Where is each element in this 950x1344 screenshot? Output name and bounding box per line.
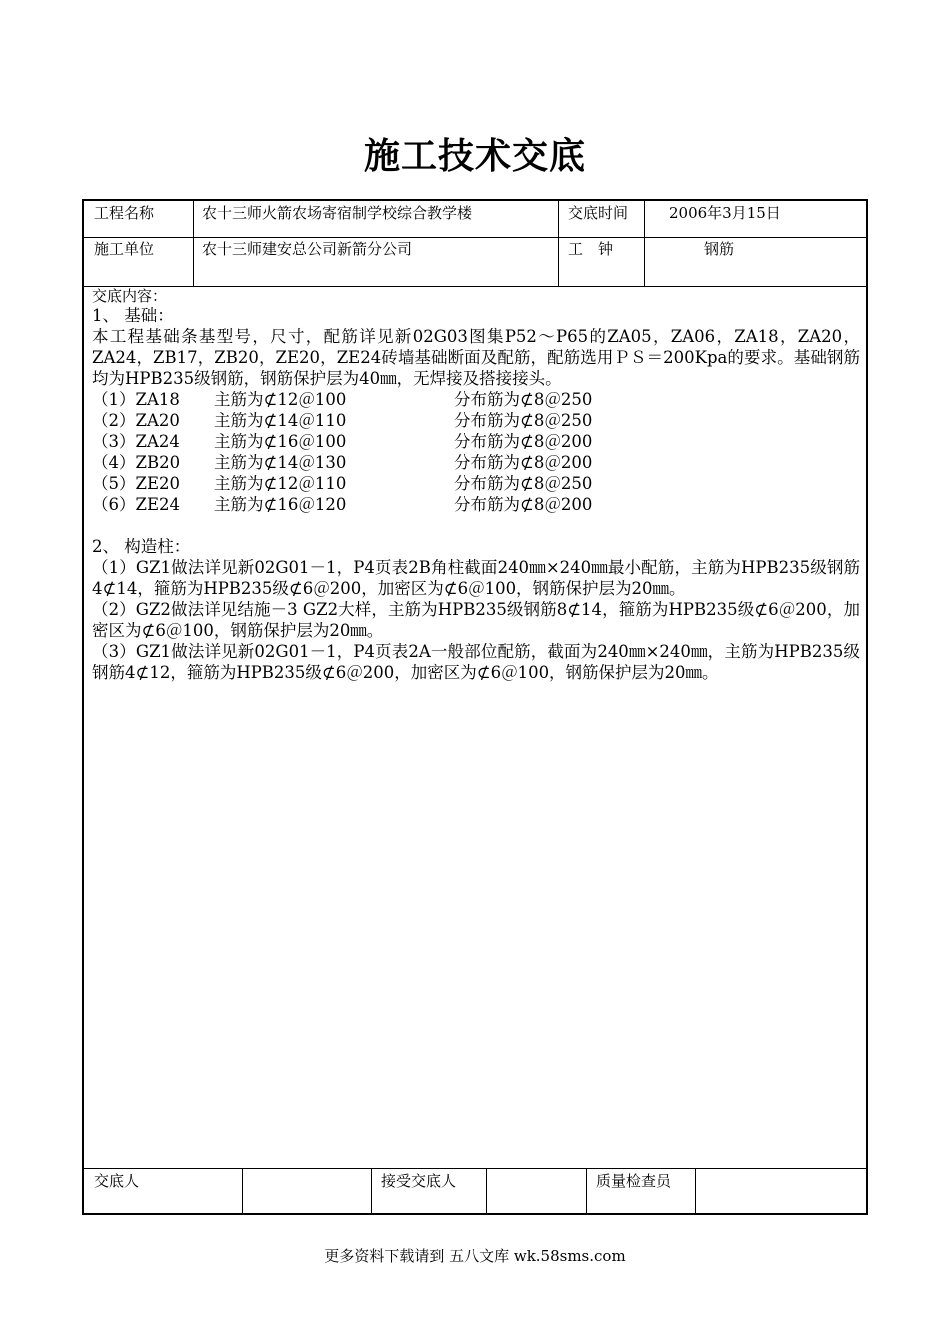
- disclosure-form: [82, 199, 868, 1215]
- date-label: 交底时间: [568, 204, 629, 222]
- date-value: 2006年3月15日: [669, 204, 781, 222]
- rebar-dist: 分布筋为⊄8＠200: [454, 432, 593, 451]
- rebar-id: （3）ZA24: [92, 432, 180, 451]
- col-divider: [242, 1168, 243, 1215]
- col-divider: [644, 201, 645, 286]
- column-item: （2）GZ2做法详见结施－3 GZ2大样，主筋为HPB235级钢筋8⊄14，箍筋为HPB235级⊄6＠200，加密区为⊄6＠100，钢筋保护层为20㎜。: [92, 600, 860, 640]
- rebar-main: 主筋为⊄16＠120: [214, 495, 347, 514]
- row-divider: [84, 1168, 866, 1169]
- col-divider: [558, 201, 559, 286]
- rebar-main: 主筋为⊄12＠110: [214, 474, 347, 493]
- footer-note: 更多资料下载请到 五八文库 wk.58sms.com: [324, 1247, 626, 1265]
- rebar-main: 主筋为⊄12＠100: [214, 390, 347, 409]
- rebar-id: （6）ZE24: [92, 495, 181, 514]
- trade-value: 钢筋: [704, 240, 735, 258]
- row-divider: [84, 237, 866, 238]
- col-divider: [193, 201, 194, 286]
- rebar-dist: 分布筋为⊄8＠250: [454, 474, 593, 493]
- discloser-label: 交底人: [94, 1172, 140, 1190]
- rebar-row: [92, 473, 860, 494]
- inspector-label: 质量检查员: [596, 1172, 672, 1190]
- rebar-main: 主筋为⊄16＠100: [214, 432, 347, 451]
- content-label: 交底内容：: [92, 287, 168, 305]
- section-foundation-title: 1、 基础：: [92, 306, 174, 325]
- column-item: （3）GZ1做法详见新02G01－1，P4页表2A一般部位配筋，截面为240㎜×240㎜，主筋为HPB235级钢筋4⊄12，箍筋为HPB235级⊄6＠200，加密区为⊄6＠100，钢筋保护层为20㎜。: [92, 642, 860, 682]
- rebar-main: 主筋为⊄14＠110: [214, 411, 347, 430]
- unit-value: 农十三师建安总公司新箭分公司: [202, 240, 413, 258]
- rebar-row: [92, 494, 860, 515]
- col-divider: [371, 1168, 372, 1215]
- rebar-dist: 分布筋为⊄8＠250: [454, 390, 593, 409]
- rebar-id: （2）ZA20: [92, 411, 180, 430]
- rebar-id: （4）ZB20: [92, 453, 181, 472]
- rebar-id: （5）ZE20: [92, 474, 181, 493]
- rebar-row: [92, 389, 860, 410]
- page-title: 施工技术交底: [363, 135, 586, 177]
- receiver-label: 接受交底人: [381, 1172, 457, 1190]
- rebar-row: [92, 452, 860, 473]
- col-divider: [586, 1168, 587, 1215]
- rebar-row: [92, 410, 860, 431]
- rebar-dist: 分布筋为⊄8＠200: [454, 453, 593, 472]
- rebar-main: 主筋为⊄14＠130: [214, 453, 347, 472]
- rebar-id: （1）ZA18: [92, 390, 180, 409]
- trade-label: 工 钟: [568, 240, 614, 258]
- rebar-row: [92, 431, 860, 452]
- project-value: 农十三师火箭农场寄宿制学校综合教学楼: [202, 204, 473, 222]
- column-item: （1）GZ1做法详见新02G01－1，P4页表2B角柱截面240㎜×240㎜最小配筋，主筋为HPB235级钢筋4⊄14，箍筋为HPB235级⊄6＠200，加密区为⊄6＠100，钢筋保护层为20㎜。: [92, 558, 860, 598]
- project-label: 工程名称: [94, 204, 155, 222]
- section-column-title: 2、 构造柱：: [92, 537, 191, 556]
- rebar-dist: 分布筋为⊄8＠200: [454, 495, 593, 514]
- foundation-paragraph: 本工程基础条基型号，尺寸，配筋详见新02G03图集P52～P65的ZA05，ZA06，ZA18，ZA20，ZA24，ZB17，ZB20，ZE20，ZE24砖墙基础断面及配筋，配筋选用ＰＳ＝200Kpa的要求。基础钢筋均为HPB235级钢筋，钢筋保护层为40㎜，无焊接及搭接接头。: [92, 327, 860, 388]
- disclosure-content: [92, 287, 860, 683]
- rebar-dist: 分布筋为⊄8＠250: [454, 411, 593, 430]
- col-divider: [695, 1168, 696, 1215]
- unit-label: 施工单位: [94, 240, 155, 258]
- col-divider: [486, 1168, 487, 1215]
